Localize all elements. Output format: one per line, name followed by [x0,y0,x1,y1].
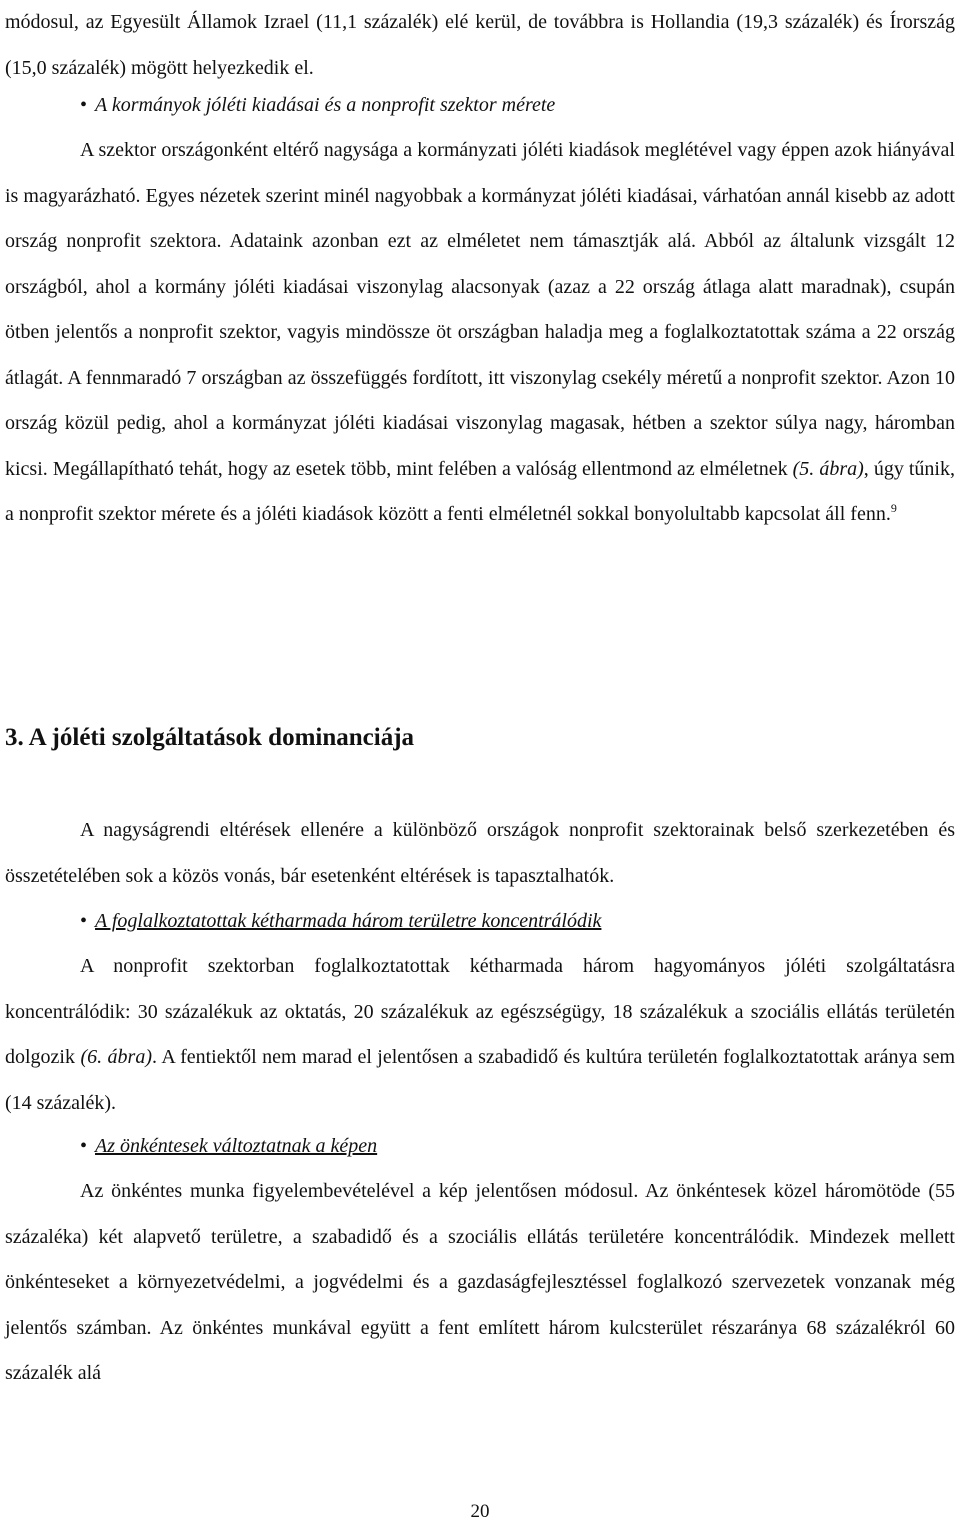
bullet-3-paragraph [5,1169,955,1397]
paragraph-text: A nagyságrendi eltérések ellenére a különböző országok nonprofit szektorainak belső szerkezetében és összetételében sok a közös vonás, bár esetenként eltérések is tapasztalhatók. [5,819,955,887]
heading-text: A kormányok jóléti kiadásai és a nonprofit szektor mérete [95,94,556,116]
figure-reference: (5. ábra) [792,457,864,480]
footnote-marker: 9 [890,501,897,515]
paragraph-part-a: A nonprofit szektorban foglalkoztatottak kétharmada három hagyományos jóléti szolgáltatásra koncentrálódik: 30 százalékuk az oktatás, 20 százalékuk az egészségügy, 18 százalékuk a szociális ellátás területén dolgozik [5,955,955,1068]
section-title: 3. A jóléti szolgáltatások dominanciája [5,724,415,751]
paragraph-text [5,944,955,1126]
paragraph-text [5,128,955,538]
paragraph-part-b: . A fentiektől nem marad el jelentősen a szabadidő és kultúra területén foglalkoztatottak aránya sem (14 százalék). [5,1046,956,1114]
paragraph-part-b: , úgy tűnik, a nonprofit szektor mérete és a jóléti kiadások között a fenti elméletnél sokkal bonyolultabb kapcsolat áll fenn. [5,457,955,525]
paragraph-part-a: A szektor országonként eltérő nagysága a kormányzati jóléti kiadások meglétével vagy éppen azok hiányával is magyarázható. Egyes nézetek szerint minél nagyobbak a kormányzat jóléti kiadásai, várhatóan annál kisebb az adott ország nonprofit szektora. Adataink azonban ezt az elméletet nem támasztják alá. Abból az általunk vizsgált 12 országból, ahol a kormány jóléti kiadásai viszonylag alacsonyak (azaz a 22 ország átlaga alatt maradnak), csupán ötben jelentős a nonprofit szektor, vagyis mindössze öt országban haladja meg a foglalkoztatottak száma a 22 ország átlagát. A fennmaradó 7 országban az összefüggés fordított, itt viszonylag csekély méretű a nonprofit szektor. Azon 10 ország közül pedig, ahol a kormányzat jóléti kiadásai viszonylag magasak, hétben a szektor súlya nagy, háromban kicsi. Megállapítható tehát, hogy az esetek több, mint felében a valóság ellentmond az elméletnek [5,139,955,480]
section-intro [5,808,955,899]
bullet-2-paragraph [5,944,955,1126]
heading-text: Az önkéntesek változtatnak a képen [95,1135,378,1157]
page-number: 20 [470,1501,490,1522]
figure-reference: (6. ábra) [80,1046,152,1068]
top-paragraph [5,0,955,91]
bullet-heading-1 [80,83,555,129]
bullet-1-paragraph [5,128,955,538]
bullet-heading-2 [80,899,601,945]
bullet-dot-icon: • [80,910,88,932]
paragraph-text: módosul, az Egyesült Államok Izrael (11,1 százalék) elé kerül, de továbbra is Hollandia (19,3 százalék) és Írország (15,0 százalék) mögött helyezkedik el. [5,11,955,79]
heading-text: A foglalkoztatottak kétharmada három területre koncentrálódik [95,910,602,932]
bullet-heading-3 [80,1124,377,1170]
bullet-dot-icon: • [80,1135,88,1157]
bullet-dot-icon: • [80,94,88,116]
paragraph-text: Az önkéntes munka figyelembevételével a kép jelentősen módosul. Az önkéntesek közel háromötöde (55 százaléka) két alapvető területre, a szabadidő és a szociális ellátás területére koncentrálódik. Mindezek mellett önkénteseket a környezetvédelmi, a jogvédelmi és a gazdaságfejlesztéssel foglalkozó szervezetek vonzanak még jelentős számban. Az önkéntes munkával együtt a fent említett három kulcsterület részaránya 68 százalékról 60 százalék alá [5,1180,955,1384]
